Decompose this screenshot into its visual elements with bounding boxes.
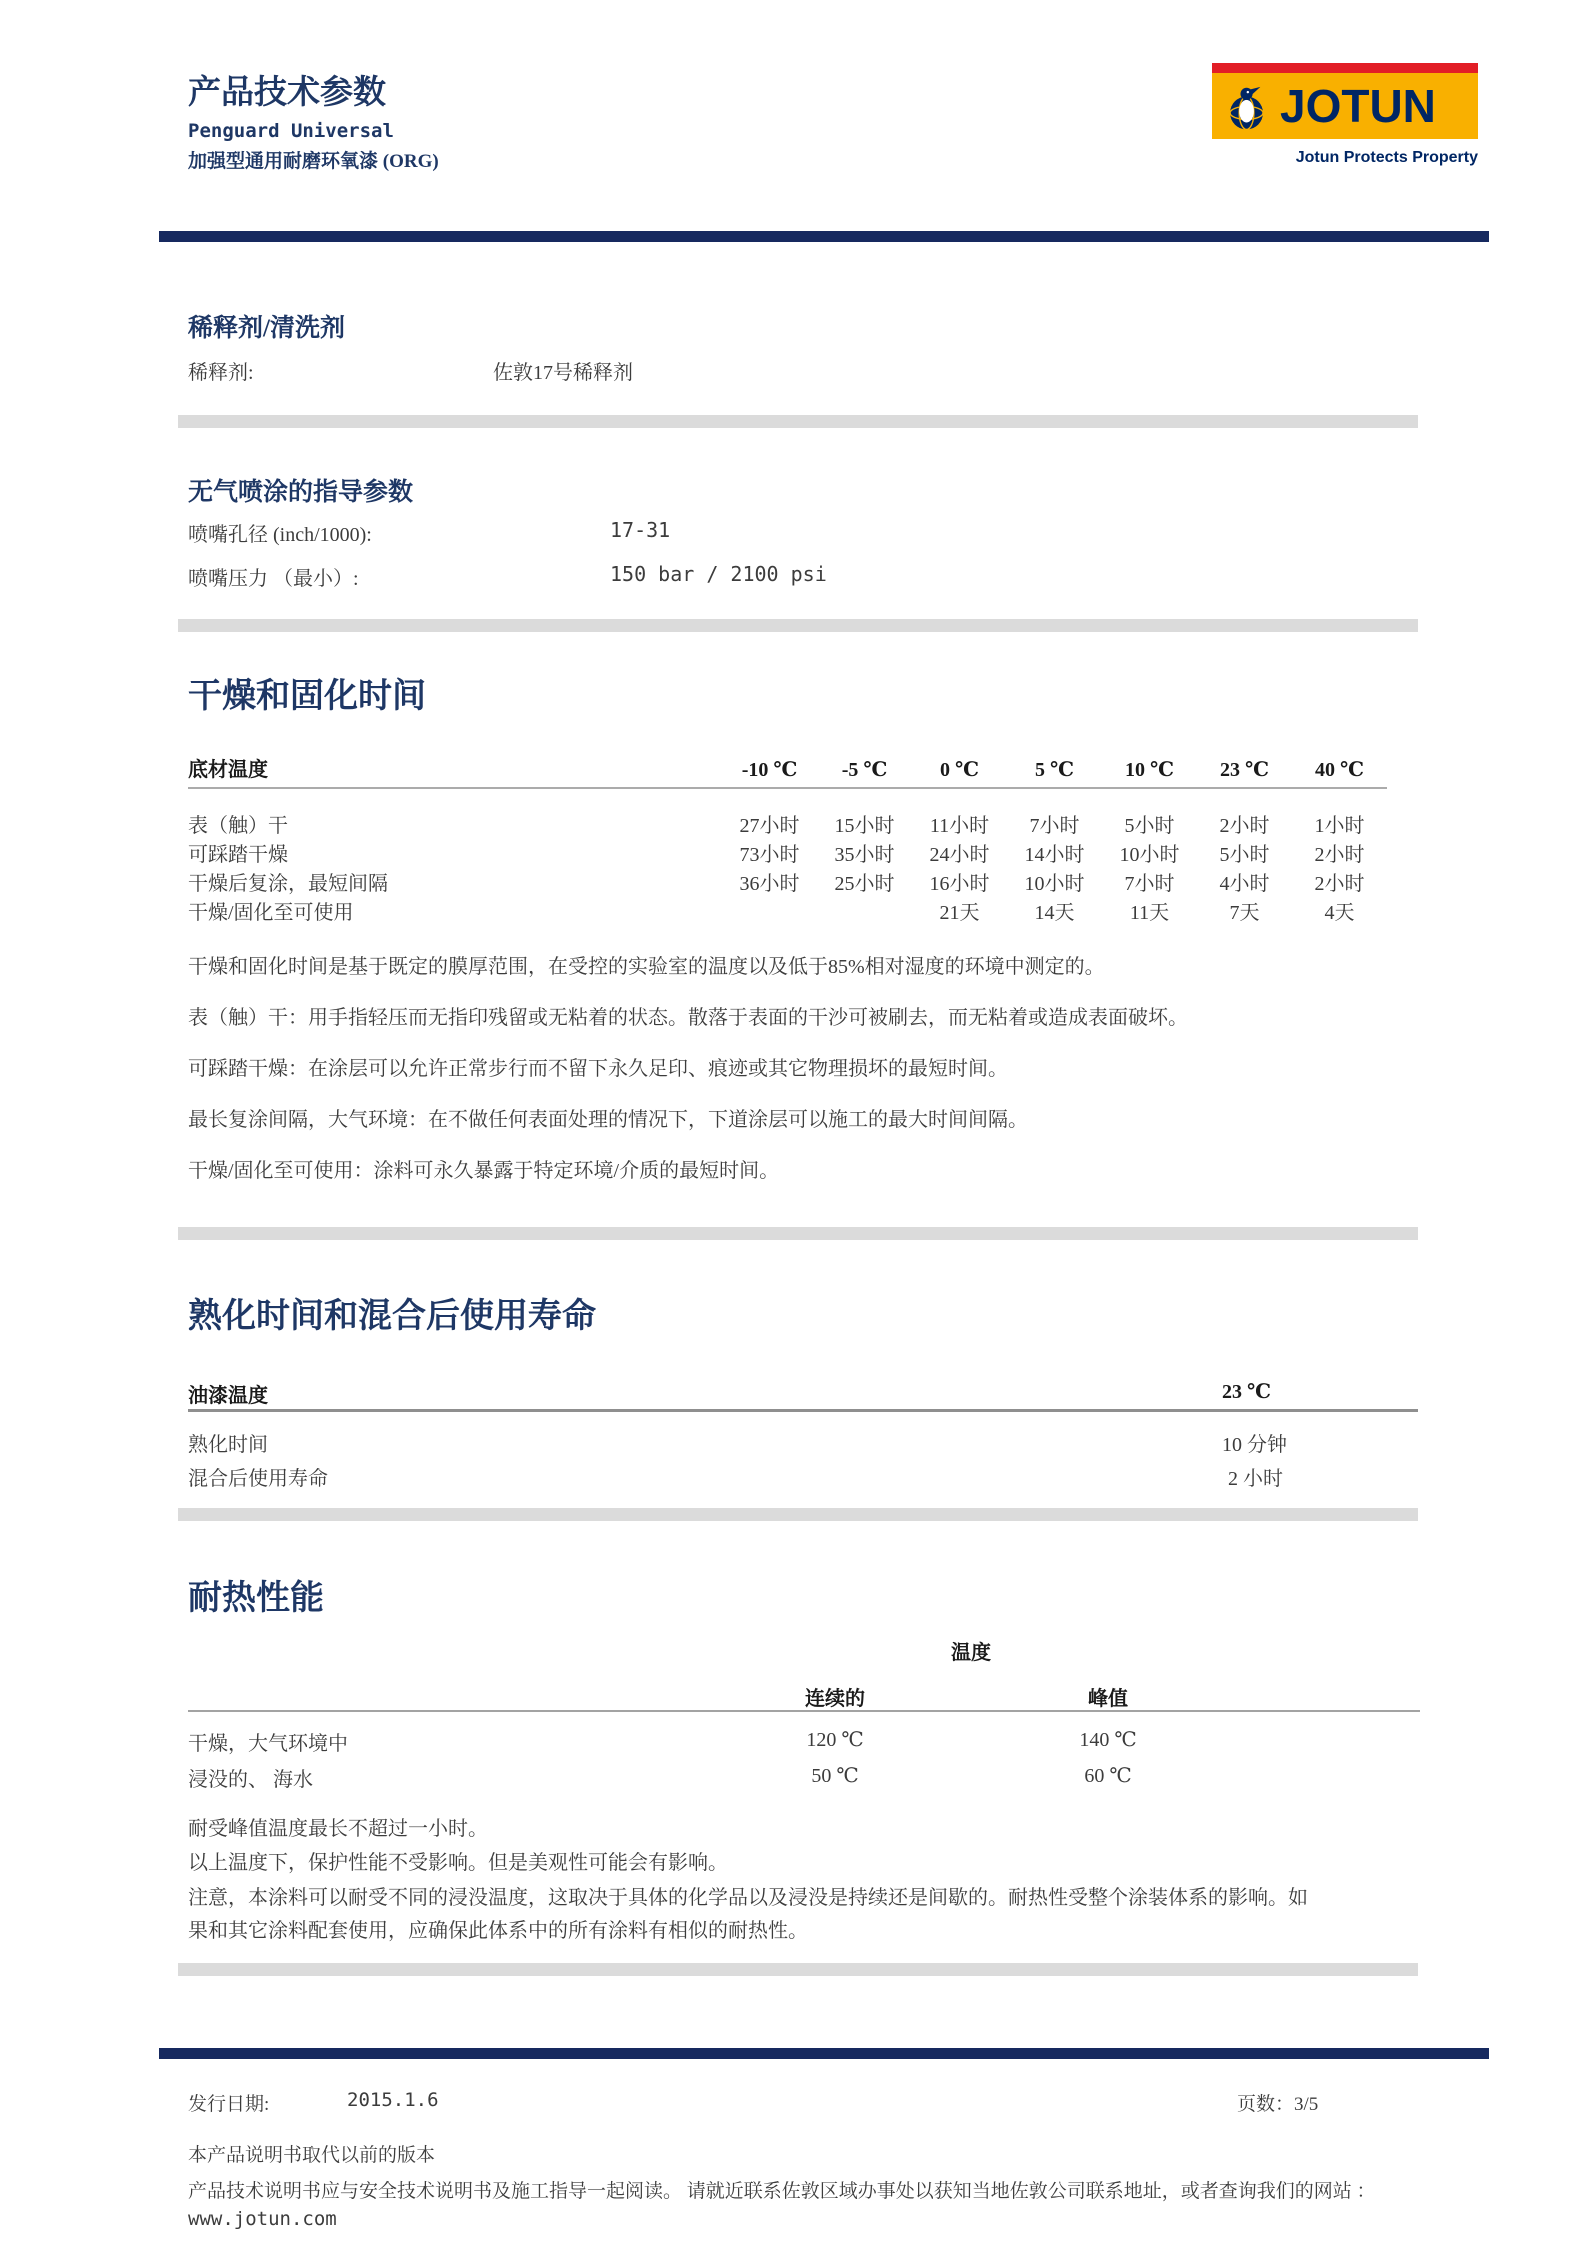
column-header: 油漆温度	[188, 1385, 268, 1407]
table-cell: 10小时	[1119, 844, 1180, 866]
table-cell: 60 ℃	[1084, 1765, 1132, 1787]
table-cell: 10小时	[1024, 873, 1085, 895]
column-header: 40 ℃	[1315, 759, 1364, 781]
spray-row-value: 17-31	[610, 518, 671, 542]
drying-note: 干燥和固化时间是基于既定的膜厚范围，在受控的实验室的温度以及低于85%相对湿度的环境中测定的。	[188, 956, 1105, 978]
table-row	[188, 838, 1387, 867]
column-header: 23 ℃	[1220, 759, 1269, 781]
heat-note: 以上温度下，保护性能不受影响。但是美观性可能会有影响。	[188, 1852, 728, 1874]
table-cell: 7小时	[1124, 873, 1175, 895]
table-cell: 11小时	[929, 815, 990, 837]
logo-red-stripe	[1212, 63, 1478, 73]
table-rule	[188, 787, 1387, 789]
drying-note: 表（触）干：用手指轻压而无指印残留或无粘着的状态。散落于表面的干沙可被刷去，而无粘着或造成表面破坏。	[188, 1007, 1188, 1029]
table-cell: 14天	[1034, 902, 1075, 924]
section-divider	[178, 1227, 1418, 1240]
table-cell: 4小时	[1219, 873, 1270, 895]
column-header: -10 ℃	[741, 759, 798, 781]
table-cell: 24小时	[929, 844, 990, 866]
section-divider	[178, 1508, 1418, 1521]
issue-date-value: 2015.1.6	[347, 2089, 439, 2111]
logo-yellow-field	[1212, 73, 1478, 139]
jotun-logo	[1212, 63, 1478, 139]
table-cell: 50 ℃	[811, 1765, 859, 1787]
table-cell: 4天	[1324, 902, 1355, 924]
section-title-drying: 干燥和固化时间	[188, 678, 426, 715]
header-divider-bar	[159, 231, 1489, 242]
page-title: 产品技术参数	[188, 75, 386, 111]
section-title-spray: 无气喷涂的指导参数	[188, 479, 414, 506]
logo-tagline: Jotun Protects Property	[1295, 149, 1478, 166]
table-cell: 140 ℃	[1079, 1729, 1137, 1751]
table-cell: 2小时	[1219, 815, 1270, 837]
table-cell: 15小时	[834, 815, 895, 837]
table-cell: 2小时	[1314, 873, 1365, 895]
drying-note: 可踩踏干燥：在涂层可以允许正常步行而不留下永久足印、痕迹或其它物理损坏的最短时间。	[188, 1058, 1008, 1080]
group-header: 温度	[951, 1642, 991, 1664]
table-cell: 21天	[939, 902, 980, 924]
row-label: 干燥后复涂，最短间隔	[188, 873, 388, 895]
row-label: 干燥/固化至可使用	[188, 902, 354, 924]
row-label: 干燥，大气环境中	[188, 1733, 348, 1755]
section-title-induction: 熟化时间和混合后使用寿命	[188, 1298, 596, 1335]
table-row	[188, 867, 1387, 896]
row-label: 熟化时间	[188, 1434, 268, 1456]
column-header: 峰值	[1088, 1688, 1128, 1710]
logo-wordmark: JOTUN	[1280, 80, 1436, 132]
table-cell: 120 ℃	[806, 1729, 864, 1751]
table-cell: 7小时	[1029, 815, 1080, 837]
thinner-value: 佐敦17号稀释剂	[493, 362, 633, 384]
table-cell: 16小时	[929, 873, 990, 895]
row-label: 浸没的、 海水	[188, 1769, 313, 1791]
section-divider	[178, 415, 1418, 428]
table-cell: 5小时	[1124, 815, 1175, 837]
table-rule	[188, 1409, 1418, 1412]
column-header: 0 ℃	[940, 759, 979, 781]
footer-divider-bar	[159, 2048, 1489, 2059]
table-cell: 2小时	[1314, 844, 1365, 866]
column-header: -5 ℃	[841, 759, 888, 781]
section-title-heat: 耐热性能	[188, 1580, 324, 1617]
table-cell: 25小时	[834, 873, 895, 895]
product-name: Penguard Universal	[188, 120, 394, 142]
table-cell: 10 分钟	[1222, 1434, 1287, 1456]
heat-note: 耐受峰值温度最长不超过一小时。	[188, 1818, 488, 1840]
table-cell: 11天	[1129, 902, 1170, 924]
column-header: 23 ℃	[1222, 1381, 1271, 1403]
table-cell: 1小时	[1314, 815, 1365, 837]
column-header: 10 ℃	[1125, 759, 1174, 781]
issue-date-label: 发行日期:	[188, 2094, 270, 2115]
spray-row-label: 喷嘴孔径 (inch/1000):	[188, 524, 372, 546]
product-description: 加强型通用耐磨环氧漆 (ORG)	[188, 151, 439, 172]
table-cell: 5小时	[1219, 844, 1270, 866]
penguin-globe-icon	[1224, 79, 1276, 133]
drying-note: 干燥/固化至可使用：涂料可永久暴露于特定环境/介质的最短时间。	[188, 1160, 780, 1182]
table-row	[188, 809, 1387, 838]
footer-note: 产品技术说明书应与安全技术说明书及施工指导一起阅读。 请就近联系佐敦区域办事处以获知当地佐敦公司联系地址，或者查询我们的网站 ：	[188, 2181, 1376, 2202]
column-header: 连续的	[805, 1688, 865, 1710]
table-cell: 2 小时	[1228, 1468, 1283, 1490]
table-rule	[188, 1710, 1420, 1712]
section-divider	[178, 619, 1418, 632]
spray-row-value: 150 bar / 2100 psi	[610, 562, 827, 586]
column-header: 底材温度	[188, 759, 268, 781]
drying-note: 最长复涂间隔，大气环境：在不做任何表面处理的情况下，下道涂层可以施工的最大时间间隔。	[188, 1109, 1028, 1131]
drying-table	[188, 753, 1387, 925]
table-cell: 7天	[1229, 902, 1260, 924]
footer-note: 本产品说明书取代以前的版本	[188, 2145, 436, 2166]
thinner-label: 稀释剂:	[188, 362, 254, 384]
column-header: 5 ℃	[1035, 759, 1074, 781]
table-cell: 14小时	[1024, 844, 1085, 866]
page-number: 页数：3/5	[1237, 2094, 1319, 2115]
table-cell: 27小时	[739, 815, 800, 837]
table-cell: 73小时	[739, 844, 800, 866]
spray-row-label: 喷嘴压力 （最小）:	[188, 568, 359, 590]
row-label: 混合后使用寿命	[188, 1468, 328, 1490]
website-url: www.jotun.com	[188, 2208, 337, 2230]
table-cell: 36小时	[739, 873, 800, 895]
row-label: 表（触）干	[188, 815, 288, 837]
table-cell: 35小时	[834, 844, 895, 866]
row-label: 可踩踏干燥	[188, 844, 288, 866]
section-title-thinner: 稀释剂/清洗剂	[188, 315, 345, 342]
heat-note: 注意，本涂料可以耐受不同的浸没温度，这取决于具体的化学品以及浸没是持续还是间歇的。耐热性受整个涂装体系的影响。如果和其它涂料配套使用，应确保此体系中的所有涂料有相似的耐热性。	[188, 1887, 1308, 1942]
section-divider	[178, 1963, 1418, 1976]
drying-table-header-row	[188, 753, 1387, 785]
table-row	[188, 896, 1387, 925]
